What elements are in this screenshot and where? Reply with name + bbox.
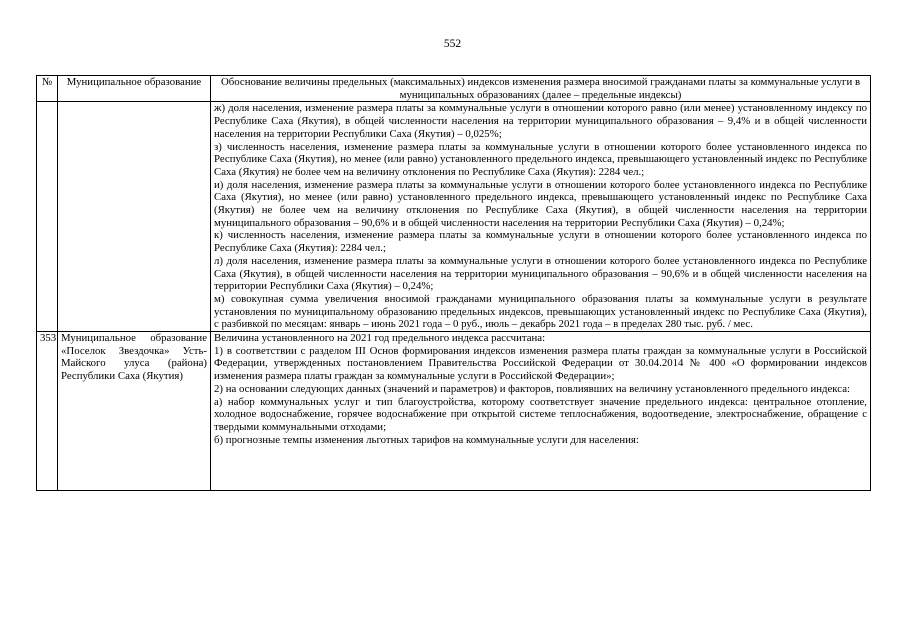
paragraph-1: 1) в соответствии с разделом III Основ формирования индексов изменения размера платы граждан за коммунальные услуги в Российской Федерации, утвержденных постановлением Правительства Российской Федерации от 30.04.2014 № 400 «О формировании индексов изменения размера платы граждан за коммунальные услуги в Российской Федерации»; bbox=[214, 344, 867, 383]
paragraph-2: 2) на основании следующих данных (значений и параметров) и факторов, повлиявших на величину установленного предельного индекса: bbox=[214, 382, 850, 395]
paragraph-b: б) прогнозные темпы изменения льготных тарифов на коммунальные услуги для населения: bbox=[214, 433, 639, 446]
row-number-cell bbox=[37, 102, 58, 332]
indices-table bbox=[36, 75, 871, 491]
justification-cell bbox=[211, 102, 871, 332]
table-header-row bbox=[37, 76, 871, 102]
table-row bbox=[37, 102, 871, 332]
paragraph-l: л) доля населения, изменение размера платы за коммунальные услуги в отношении которого более установленного индекса по Республике Саха (Якутия), в общей численности населения на территории муниципального образования – 90,6% и в общей численности населения на территории Республики Саха (Якутия) – 0,24%; bbox=[214, 254, 867, 293]
municipality-cell: Муниципальное образование «Поселок Звездочка» Усть-Майского улуса (района) Республики Саха (Якутия) bbox=[58, 332, 211, 491]
paragraph-zh: ж) доля населения, изменение размера платы за коммунальные услуги в отношении которого равно (или менее) установленному индексу по Республике Саха (Якутия), в общей численности населения на территории муниципального образования – 9,4% и в общей численности населения на территории Республики Саха (Якутия) – 0,025%; bbox=[214, 102, 867, 140]
header-number: № bbox=[37, 76, 58, 102]
table-row bbox=[37, 332, 871, 491]
page-number: 552 bbox=[443, 38, 462, 50]
header-municipality: Муниципальное образование bbox=[58, 76, 211, 102]
municipality-cell bbox=[58, 102, 211, 332]
paragraph-m: м) совокупная сумма увеличения вносимой гражданами муниципального образования платы за коммунальные услуги в результате установления по муниципальному образованию предельных индексов, превышающих установленный индекс по Республике Саха (Якутия), с разбивкой по месяцам: январь – июнь 2021 года – 0 руб., июль – декабрь 2021 года – в пределах 280 тыс. руб. / мес. bbox=[214, 292, 867, 331]
justification-cell bbox=[211, 332, 871, 491]
paragraph-k: к) численность населения, изменение размера платы за коммунальные услуги в отношении которого более установленного индекса по Республике Саха (Якутия): 2284 чел.; bbox=[214, 229, 867, 255]
row-number-cell: 353 bbox=[37, 332, 58, 491]
paragraph-z: з) численность населения, изменение размера платы за коммунальные услуги в отношении которого более установленного индекса по Республике Саха (Якутия), но менее (или равно) установленного предельного индекса, превышающего установленный индекс по Республике Саха (Якутия) не более чем на величину отклонения по Республике Саха (Якутия): 2284 чел.; bbox=[214, 140, 867, 178]
paragraph-i: и) доля населения, изменение размера платы за коммунальные услуги в отношении которого более установленного индекса по Республике Саха (Якутия), но менее (или равно) установленного предельного индекса, превышающего установленный индекс по Республике Саха (Якутия) не более чем на величину отклонения по Республике Саха (Якутия), в общей численности населения на территории муниципального образования – 90,6% и в общей численности населения на территории Республики Саха (Якутия) – 0,24%; bbox=[214, 178, 867, 229]
paragraph-a: а) набор коммунальных услуг и тип благоустройства, которому соответствует значение предельного индекса: центральное отопление, холодное водоснабжение, горячее водоснабжение при открытой системе теплоснабжения, водоотведение, электроснабжение, обращение с твердыми коммунальными отходами; bbox=[214, 395, 867, 433]
header-justification: Обоснование величины предельных (максимальных) индексов изменения размера вносимой гражданами платы за коммунальные услуги в муниципальных образованиях (далее – предельные индексы) bbox=[211, 76, 871, 102]
paragraph-intro: Величина установленного на 2021 год предельного индекса рассчитана: bbox=[214, 332, 546, 345]
